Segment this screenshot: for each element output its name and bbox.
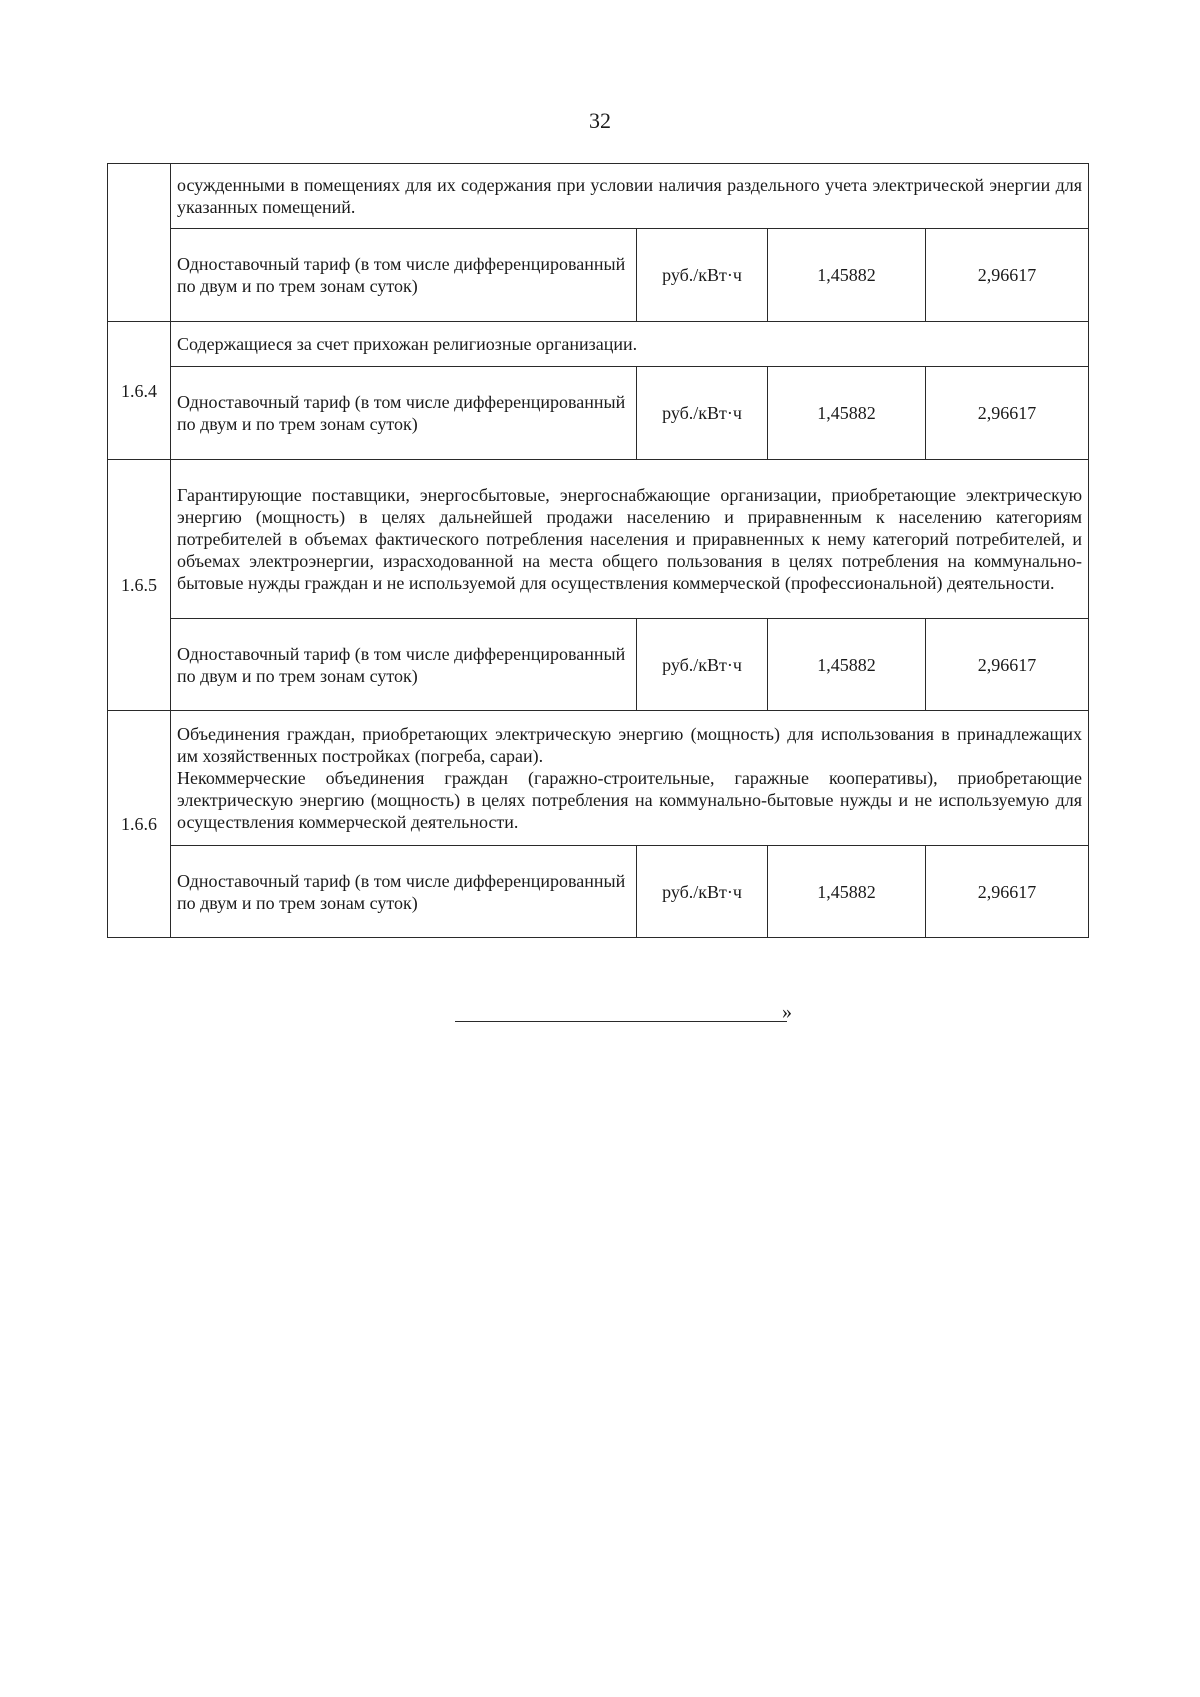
closing-quote: »	[782, 1001, 792, 1023]
tariff-name: Одноставочный тариф (в том числе дифференцированный по двум и по трем зонам суток)	[171, 846, 637, 938]
value-cell-2: 2,96617	[926, 367, 1089, 460]
table-row	[108, 229, 1089, 322]
category-description: Гарантирующие поставщики, энергосбытовые, энергоснабжающие организации, приобретающие электрическую энергию (мощность) в целях дальнейшей продажи населению и приравненным к населению категориям потребителей в объемах фактического потребления населения и приравненных к нему категорий потребителей, и объемах электроэнергии, израсходованной на места общего пользования в целях потребления на коммунально-бытовые нужды граждан и не используемой для осуществления коммерческой (профессиональной) деятельности.	[171, 460, 1089, 619]
category-description-part-1: Объединения граждан, приобретающих электрическую энергию (мощность) для использования в принадлежащих им хозяйственных постройках (погреба, сараи).	[177, 724, 1083, 766]
value-cell-2: 2,96617	[926, 846, 1089, 938]
table-row	[108, 322, 1089, 367]
table-row	[108, 711, 1089, 846]
value-cell-1: 1,45882	[768, 846, 926, 938]
unit-cell: руб./кВт·ч	[637, 846, 768, 938]
tariff-name: Одноставочный тариф (в том числе дифференцированный по двум и по трем зонам суток)	[171, 619, 637, 711]
category-description-part-2: Некоммерческие объединения граждан (гаражно-строительные, гаражные кооперативы), приобретающие электрическую энергию (мощность) в целях потребления на коммунально-бытовые нужды и не используемую для осуществления коммерческой деятельности.	[177, 768, 1083, 832]
unit-cell: руб./кВт·ч	[637, 367, 768, 460]
category-description	[171, 711, 1089, 846]
unit-cell: руб./кВт·ч	[637, 229, 768, 322]
row-number: 1.6.5	[108, 460, 171, 711]
value-cell-1: 1,45882	[768, 619, 926, 711]
value-cell-2: 2,96617	[926, 619, 1089, 711]
table-row	[108, 164, 1089, 229]
table-row	[108, 460, 1089, 619]
value-cell-2: 2,96617	[926, 229, 1089, 322]
category-description: Содержащиеся за счет прихожан религиозные организации.	[171, 322, 1089, 367]
row-number: 1.6.4	[108, 322, 171, 460]
value-cell-1: 1,45882	[768, 229, 926, 322]
signature-line	[455, 1021, 787, 1022]
table-row	[108, 367, 1089, 460]
row-number	[108, 164, 171, 322]
tariff-name: Одноставочный тариф (в том числе дифференцированный по двум и по трем зонам суток)	[171, 229, 637, 322]
tariff-name: Одноставочный тариф (в том числе дифференцированный по двум и по трем зонам суток)	[171, 367, 637, 460]
value-cell-1: 1,45882	[768, 367, 926, 460]
unit-cell: руб./кВт·ч	[637, 619, 768, 711]
table-row	[108, 619, 1089, 711]
table-row	[108, 846, 1089, 938]
page-number: 32	[589, 108, 611, 133]
category-description: осужденными в помещениях для их содержания при условии наличия раздельного учета электрической энергии для указанных помещений.	[171, 164, 1089, 229]
tariff-table	[107, 163, 1089, 938]
row-number: 1.6.6	[108, 711, 171, 938]
